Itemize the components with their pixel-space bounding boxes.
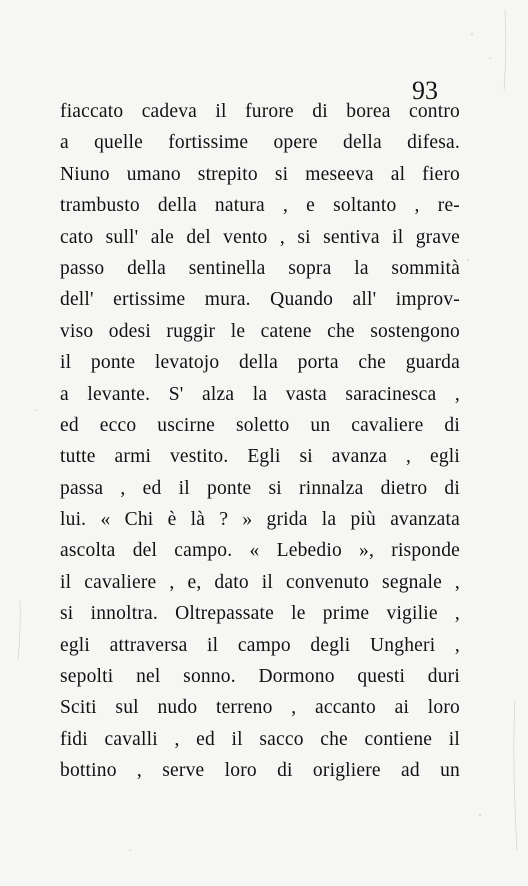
text-line: passo della sentinella sopra la sommità xyxy=(60,257,460,279)
text-line: Niuno umano strepito si meseeva al fiero xyxy=(60,163,460,185)
text-line: passa , ed il ponte si rinnalza dietro di xyxy=(60,477,460,499)
text-line: il ponte levatojo della porta che guarda xyxy=(60,352,460,374)
text-line: bottino , serve loro di origliere ad un xyxy=(60,760,460,782)
page-number: 93 xyxy=(412,76,438,105)
text-line: ed ecco uscirne soletto un cavaliere di xyxy=(60,414,460,436)
body-text xyxy=(60,96,460,787)
text-line: lui. « Chi è là ? » grida la più avanzata xyxy=(60,509,460,531)
text-line: trambusto della natura , e soltanto , re- xyxy=(60,195,460,217)
text-line: cato sull' ale del vento , si sentiva il grave xyxy=(60,226,460,248)
text-line: si innoltra. Oltrepassate le prime vigilie , xyxy=(60,603,460,625)
text-line: dell' ertissime mura. Quando all' improv- xyxy=(60,289,460,311)
text-line: viso odesi ruggir le catene che sostengono xyxy=(60,320,460,342)
text-line: sepolti nel sonno. Dormono questi duri xyxy=(60,666,460,688)
text-line: ascolta del campo. « Lebedio », risponde xyxy=(60,540,460,562)
text-line: fidi cavalli , ed il sacco che contiene il xyxy=(60,728,460,750)
text-line: a quelle fortissime opere della difesa. xyxy=(60,132,460,154)
text-line: il cavaliere , e, dato il convenuto segnale , xyxy=(60,571,460,593)
text-line: a levante. S' alza la vasta saracinesca , xyxy=(60,383,460,405)
text-line: tutte armi vestito. Egli si avanza , egli xyxy=(60,446,460,468)
text-line: egli attraversa il campo degli Ungheri , xyxy=(60,634,460,656)
text-line: Sciti sul nudo terreno , accanto ai loro xyxy=(60,697,460,719)
text-line: fiaccato cadeva il furore di borea contro xyxy=(60,101,460,122)
